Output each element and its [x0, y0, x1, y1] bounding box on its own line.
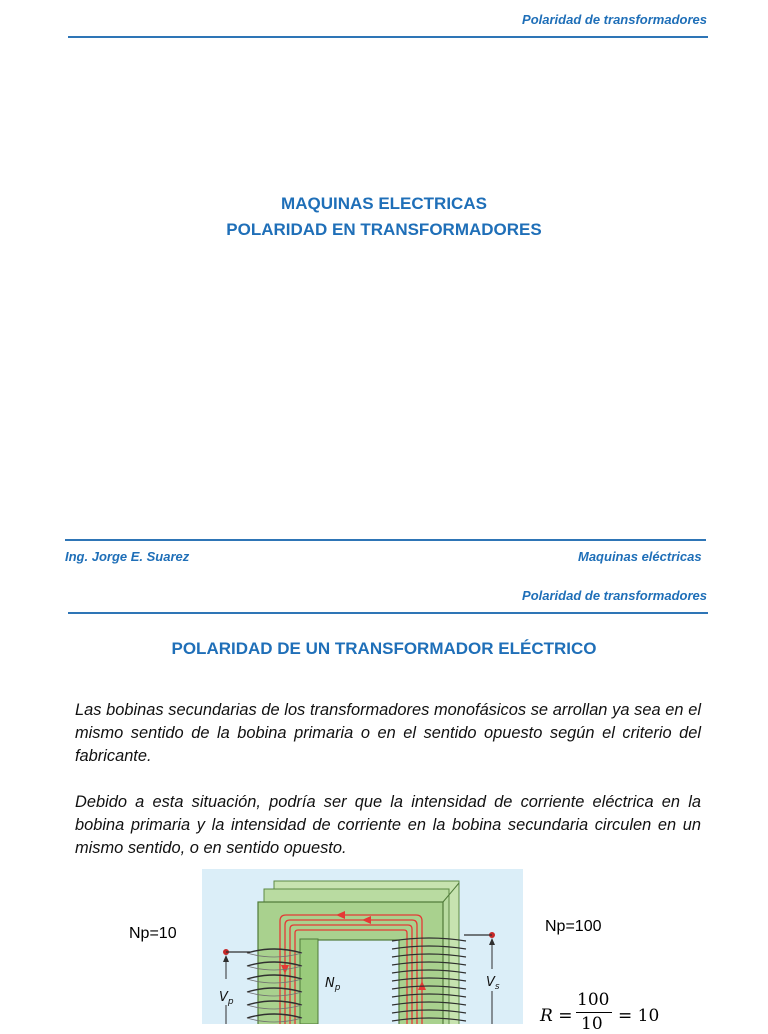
slide1-title-line1: MAQUINAS ELECTRICAS — [281, 194, 487, 213]
equation-denominator: 10 — [581, 1014, 603, 1034]
slide1-header: Polaridad de transformadores — [522, 12, 707, 27]
paragraph-2: Debido a esta situación, podría ser que la intensidad de corriente eléctrica en la bobina primaria y la intensidad de corriente en la bobina secundaria circulen en un mismo sentido, o en sentido opuesto. — [75, 793, 701, 857]
slide2-header: Polaridad de transformadores — [522, 588, 707, 603]
paragraph-1: Las bobinas secundarias de los transformadores monofásicos se arrollan ya sea en el mismo sentido de la bobina primaria o en el sentido opuesto según el criterio del fabricante. — [75, 701, 701, 765]
slide1-title-line2: POLARIDAD EN TRANSFORMADORES — [226, 220, 542, 239]
slide1-footer-course: Maquinas eléctricas — [578, 549, 702, 564]
equation-numerator: 100 — [577, 990, 610, 1010]
np-left-label: Np=10 — [129, 925, 177, 942]
vs-label: $V_s$ — [486, 975, 500, 992]
slide1-footer-author: Ing. Jorge E. Suarez — [65, 549, 190, 564]
slide1-footer-rule — [65, 539, 706, 541]
equation-lhs: R = — [540, 1006, 573, 1026]
np-right-label: Np=100 — [545, 918, 602, 935]
slide1-header-rule — [68, 36, 708, 38]
fraction-bar — [576, 1012, 612, 1013]
vp-label: $V_p$ — [219, 990, 234, 1007]
slide2-header-rule — [68, 612, 708, 614]
transformer-diagram — [202, 869, 523, 1024]
equation-rhs: = 10 — [618, 1006, 660, 1026]
np-label: $N_p$ — [325, 976, 341, 993]
slide2-title: POLARIDAD DE UN TRANSFORMADOR ELÉCTRICO — [171, 639, 597, 658]
